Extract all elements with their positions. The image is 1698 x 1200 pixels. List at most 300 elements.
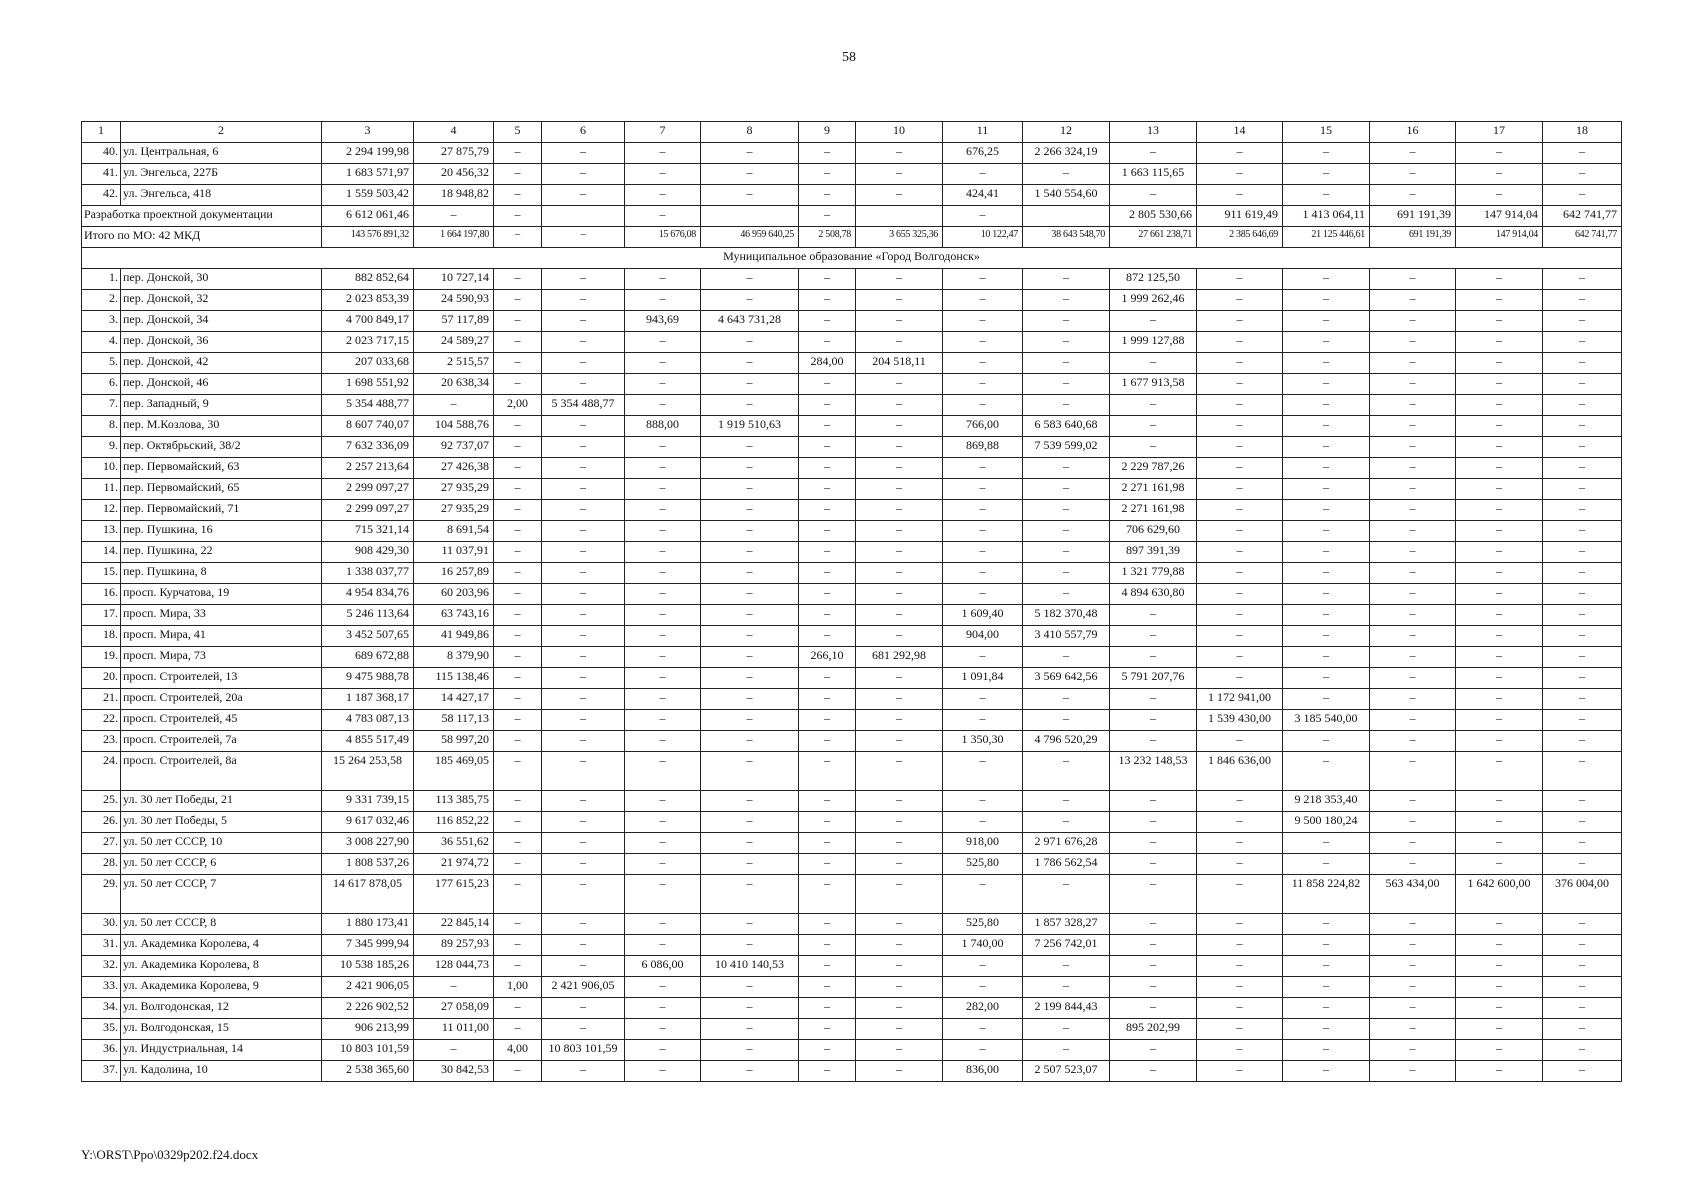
value-cell: – [856, 791, 943, 812]
row-number-cell: 32. [82, 956, 121, 977]
value-cell: – [701, 710, 799, 731]
value-cell: – [542, 290, 625, 311]
address-cell: пер. Первомайский, 71 [121, 500, 322, 521]
value-cell: – [1370, 1040, 1456, 1061]
value-cell: – [1543, 647, 1622, 668]
value-cell: – [1543, 626, 1622, 647]
address-cell: просп. Курчатова, 19 [121, 584, 322, 605]
value-cell: – [1543, 563, 1622, 584]
value-cell: – [1456, 689, 1543, 710]
value-cell: – [799, 605, 856, 626]
value-cell: – [1023, 500, 1110, 521]
value-cell: – [1110, 311, 1197, 332]
row-number-cell: 22. [82, 710, 121, 731]
row-number-cell: 12. [82, 500, 121, 521]
value-cell: – [542, 731, 625, 752]
value-cell: – [1283, 752, 1370, 791]
value-cell: 128 044,73 [414, 956, 494, 977]
summary-cell: 3 655 325,36 [856, 227, 943, 248]
value-cell: – [1370, 791, 1456, 812]
value-cell: – [799, 332, 856, 353]
value-cell: 60 203,96 [414, 584, 494, 605]
value-cell: – [1023, 875, 1110, 914]
row-number-cell: 13. [82, 521, 121, 542]
value-cell: – [799, 1040, 856, 1061]
value-cell: 4 894 630,80 [1110, 584, 1197, 605]
value-cell: – [856, 977, 943, 998]
value-cell: 525,80 [943, 914, 1023, 935]
address-cell: пер. Пушкина, 16 [121, 521, 322, 542]
address-cell: ул. Волгодонская, 15 [121, 1019, 322, 1040]
value-cell: 8 607 740,07 [322, 416, 414, 437]
value-cell: – [943, 812, 1023, 833]
value-cell: 1 677 913,58 [1110, 374, 1197, 395]
value-cell: – [1197, 605, 1283, 626]
value-cell: – [856, 269, 943, 290]
value-cell: – [542, 956, 625, 977]
value-cell: 7 345 999,94 [322, 935, 414, 956]
value-cell: – [1370, 521, 1456, 542]
value-cell: – [856, 416, 943, 437]
value-cell: – [856, 1061, 943, 1082]
value-cell: – [494, 689, 542, 710]
value-cell: 1 187 368,17 [322, 689, 414, 710]
value-cell: 1 786 562,54 [1023, 854, 1110, 875]
value-cell: – [1110, 710, 1197, 731]
value-cell: – [1197, 1061, 1283, 1082]
value-cell: – [701, 668, 799, 689]
value-cell: 2 299 097,27 [322, 500, 414, 521]
value-cell: – [625, 689, 701, 710]
value-cell: – [1197, 998, 1283, 1019]
value-cell: – [1110, 833, 1197, 854]
summary-row [82, 206, 1622, 227]
value-cell: – [1110, 689, 1197, 710]
value-cell: – [799, 875, 856, 914]
value-cell: 6 086,00 [625, 956, 701, 977]
address-cell: ул. 50 лет СССР, 6 [121, 854, 322, 875]
value-cell: – [856, 1040, 943, 1061]
value-cell: – [1283, 500, 1370, 521]
value-cell: – [799, 500, 856, 521]
value-cell: – [542, 584, 625, 605]
value-cell: 204 518,11 [856, 353, 943, 374]
value-cell: – [1283, 956, 1370, 977]
value-cell: – [1283, 437, 1370, 458]
value-cell: – [1110, 605, 1197, 626]
address-cell: пер. Донской, 32 [121, 290, 322, 311]
value-cell: – [542, 1019, 625, 1040]
value-cell: – [1110, 416, 1197, 437]
value-cell: – [1283, 605, 1370, 626]
value-cell: – [1370, 731, 1456, 752]
value-cell: – [1370, 668, 1456, 689]
value-cell: – [1023, 791, 1110, 812]
row-number-cell: 1. [82, 269, 121, 290]
address-cell: пер. Первомайский, 65 [121, 479, 322, 500]
address-cell: пер. Донской, 36 [121, 332, 322, 353]
value-cell: – [1110, 998, 1197, 1019]
value-cell: – [1283, 164, 1370, 185]
value-cell: – [1197, 332, 1283, 353]
row-number-cell: 23. [82, 731, 121, 752]
value-cell: – [494, 935, 542, 956]
value-cell: – [943, 332, 1023, 353]
value-cell: 2 971 676,28 [1023, 833, 1110, 854]
value-cell: – [701, 542, 799, 563]
value-cell: – [1283, 935, 1370, 956]
address-cell: ул. 50 лет СССР, 8 [121, 914, 322, 935]
value-cell: – [494, 1019, 542, 1040]
table-row [82, 500, 1622, 521]
value-cell: – [542, 332, 625, 353]
address-cell: ул. Академика Королева, 4 [121, 935, 322, 956]
address-cell: ул. Энгельса, 418 [121, 185, 322, 206]
row-number-cell: 31. [82, 935, 121, 956]
value-cell: – [1456, 791, 1543, 812]
value-cell: – [1023, 563, 1110, 584]
value-cell: – [1370, 542, 1456, 563]
value-cell: – [1370, 458, 1456, 479]
value-cell: – [701, 353, 799, 374]
value-cell: – [1543, 269, 1622, 290]
value-cell: – [1543, 500, 1622, 521]
value-cell: 7 256 742,01 [1023, 935, 1110, 956]
value-cell: – [1023, 1019, 1110, 1040]
value-cell: – [494, 626, 542, 647]
value-cell: – [1543, 914, 1622, 935]
budget-table [81, 121, 1622, 1082]
value-cell: – [1023, 164, 1110, 185]
value-cell: 9 218 353,40 [1283, 791, 1370, 812]
value-cell: – [625, 185, 701, 206]
value-cell: – [799, 269, 856, 290]
value-cell: – [1197, 395, 1283, 416]
row-number-cell: 6. [82, 374, 121, 395]
value-cell: – [856, 563, 943, 584]
summary-cell: – [414, 206, 494, 227]
table-row [82, 269, 1622, 290]
table-row [82, 164, 1622, 185]
value-cell: – [1197, 269, 1283, 290]
address-cell: ул. Кадолина, 10 [121, 1061, 322, 1082]
value-cell: 1,00 [494, 977, 542, 998]
value-cell: – [1543, 395, 1622, 416]
value-cell: – [943, 791, 1023, 812]
value-cell: – [1456, 812, 1543, 833]
value-cell: – [799, 977, 856, 998]
value-cell: – [799, 143, 856, 164]
value-cell: – [1197, 914, 1283, 935]
value-cell: – [542, 269, 625, 290]
summary-cell: – [625, 206, 701, 227]
value-cell: – [625, 542, 701, 563]
value-cell: – [414, 977, 494, 998]
section-heading-row [82, 248, 1622, 269]
value-cell: – [494, 875, 542, 914]
value-cell: – [799, 854, 856, 875]
value-cell: – [1023, 977, 1110, 998]
value-cell: – [1283, 647, 1370, 668]
value-cell: 715 321,14 [322, 521, 414, 542]
value-cell: – [542, 998, 625, 1019]
table-row [82, 1019, 1622, 1040]
value-cell: – [1543, 668, 1622, 689]
value-cell: – [1543, 353, 1622, 374]
value-cell: – [1023, 374, 1110, 395]
table-body [82, 143, 1622, 1082]
summary-cell: 38 643 548,70 [1023, 227, 1110, 248]
value-cell: – [1110, 791, 1197, 812]
value-cell: 11 011,00 [414, 1019, 494, 1040]
value-cell: – [1197, 374, 1283, 395]
value-cell: 57 117,89 [414, 311, 494, 332]
value-cell: 882 852,64 [322, 269, 414, 290]
address-cell: пер. Пушкина, 8 [121, 563, 322, 584]
value-cell: – [1543, 332, 1622, 353]
value-cell: – [1370, 437, 1456, 458]
value-cell: – [943, 479, 1023, 500]
value-cell: – [625, 563, 701, 584]
value-cell: – [856, 521, 943, 542]
address-cell: ул. 30 лет Победы, 21 [121, 791, 322, 812]
value-cell: 27 935,29 [414, 479, 494, 500]
value-cell: 836,00 [943, 1061, 1023, 1082]
value-cell: – [799, 1019, 856, 1040]
summary-cell: 15 676,08 [625, 227, 701, 248]
document-path-footer: Y:\ORST\Ppo\0329p202.f24.docx [81, 1147, 259, 1162]
value-cell: – [1197, 956, 1283, 977]
summary-cell: 2 385 646,69 [1197, 227, 1283, 248]
summary-cell: 691 191,39 [1370, 227, 1456, 248]
value-cell: – [799, 311, 856, 332]
value-cell: – [799, 626, 856, 647]
value-cell: – [1197, 542, 1283, 563]
row-number-cell: 9. [82, 437, 121, 458]
value-cell: 4 954 834,76 [322, 584, 414, 605]
value-cell: 36 551,62 [414, 833, 494, 854]
address-cell: ул. 50 лет СССР, 7 [121, 875, 322, 914]
table-row [82, 290, 1622, 311]
value-cell: 14 617 878,05 [322, 875, 414, 914]
address-cell: просп. Строителей, 7а [121, 731, 322, 752]
address-cell: ул. 30 лет Победы, 5 [121, 812, 322, 833]
value-cell: – [1543, 374, 1622, 395]
value-cell: – [1543, 998, 1622, 1019]
value-cell: – [1197, 416, 1283, 437]
table-row [82, 914, 1622, 935]
value-cell: – [799, 374, 856, 395]
value-cell: 185 469,05 [414, 752, 494, 791]
value-cell: – [625, 500, 701, 521]
value-cell: 10 410 140,53 [701, 956, 799, 977]
value-cell: 3 452 507,65 [322, 626, 414, 647]
value-cell: 18 948,82 [414, 185, 494, 206]
value-cell: 1 338 037,77 [322, 563, 414, 584]
value-cell: 3 185 540,00 [1283, 710, 1370, 731]
value-cell: – [1023, 479, 1110, 500]
value-cell: 681 292,98 [856, 647, 943, 668]
value-cell: – [799, 668, 856, 689]
value-cell: 10 803 101,59 [322, 1040, 414, 1061]
row-number-cell: 10. [82, 458, 121, 479]
row-number-cell: 16. [82, 584, 121, 605]
address-cell: просп. Строителей, 45 [121, 710, 322, 731]
value-cell: – [1456, 395, 1543, 416]
value-cell: – [1283, 332, 1370, 353]
value-cell: 27 875,79 [414, 143, 494, 164]
value-cell: – [542, 752, 625, 791]
value-cell: – [494, 437, 542, 458]
row-number-cell: 3. [82, 311, 121, 332]
value-cell: – [1370, 500, 1456, 521]
summary-cell: 46 959 640,25 [701, 227, 799, 248]
value-cell: – [1283, 542, 1370, 563]
value-cell: – [494, 290, 542, 311]
value-cell: 11 037,91 [414, 542, 494, 563]
value-cell: – [1543, 1061, 1622, 1082]
row-number-cell: 21. [82, 689, 121, 710]
value-cell: – [625, 1019, 701, 1040]
address-cell: ул. Энгельса, 227Б [121, 164, 322, 185]
value-cell: – [701, 521, 799, 542]
value-cell: – [701, 854, 799, 875]
value-cell: 22 845,14 [414, 914, 494, 935]
value-cell: – [542, 1061, 625, 1082]
value-cell: 1 999 127,88 [1110, 332, 1197, 353]
value-cell: 21 974,72 [414, 854, 494, 875]
value-cell: – [494, 605, 542, 626]
value-cell: – [1283, 143, 1370, 164]
table-row [82, 374, 1622, 395]
value-cell: – [494, 269, 542, 290]
row-number-cell: 42. [82, 185, 121, 206]
value-cell: – [1543, 752, 1622, 791]
address-cell: пер. Донской, 42 [121, 353, 322, 374]
value-cell: 11 858 224,82 [1283, 875, 1370, 914]
column-header: 9 [799, 122, 856, 143]
row-number-cell: 30. [82, 914, 121, 935]
value-cell: – [1283, 269, 1370, 290]
value-cell: 908 429,30 [322, 542, 414, 563]
value-cell: – [1456, 437, 1543, 458]
value-cell: 5 354 488,77 [542, 395, 625, 416]
column-header: 4 [414, 122, 494, 143]
value-cell: 943,69 [625, 311, 701, 332]
value-cell: – [1543, 605, 1622, 626]
value-cell: 177 615,23 [414, 875, 494, 914]
summary-cell: 911 619,49 [1197, 206, 1283, 227]
value-cell: – [542, 647, 625, 668]
value-cell: 3 008 227,90 [322, 833, 414, 854]
value-cell: – [1197, 1019, 1283, 1040]
value-cell: – [1543, 854, 1622, 875]
address-cell: пер. Первомайский, 63 [121, 458, 322, 479]
summary-cell: 147 914,04 [1456, 227, 1543, 248]
value-cell: – [799, 290, 856, 311]
value-cell: – [1110, 956, 1197, 977]
value-cell: – [701, 143, 799, 164]
summary-cell: 1 664 197,80 [414, 227, 494, 248]
value-cell: 2 257 213,64 [322, 458, 414, 479]
value-cell: – [494, 374, 542, 395]
value-cell: – [1023, 542, 1110, 563]
value-cell: 24 590,93 [414, 290, 494, 311]
value-cell: – [1370, 563, 1456, 584]
column-header: 2 [121, 122, 322, 143]
value-cell: – [1283, 521, 1370, 542]
value-cell: – [856, 437, 943, 458]
value-cell: – [1543, 164, 1622, 185]
value-cell: – [1370, 164, 1456, 185]
value-cell: – [856, 311, 943, 332]
value-cell: – [494, 500, 542, 521]
value-cell: 895 202,99 [1110, 1019, 1197, 1040]
value-cell: – [494, 311, 542, 332]
value-cell: 8 691,54 [414, 521, 494, 542]
value-cell: – [1023, 812, 1110, 833]
value-cell: – [1370, 1019, 1456, 1040]
value-cell: – [701, 185, 799, 206]
value-cell: 563 434,00 [1370, 875, 1456, 914]
value-cell: 104 588,76 [414, 416, 494, 437]
value-cell: – [1197, 521, 1283, 542]
value-cell: – [1110, 1040, 1197, 1061]
value-cell: – [856, 710, 943, 731]
value-cell: – [1283, 668, 1370, 689]
value-cell: – [542, 500, 625, 521]
table-row [82, 479, 1622, 500]
value-cell: – [1370, 935, 1456, 956]
value-cell: – [1370, 977, 1456, 998]
value-cell: – [856, 812, 943, 833]
table-row [82, 752, 1622, 791]
value-cell: – [701, 1040, 799, 1061]
value-cell: – [1370, 584, 1456, 605]
value-cell: – [1543, 521, 1622, 542]
value-cell: – [625, 854, 701, 875]
value-cell: 10 803 101,59 [542, 1040, 625, 1061]
summary-cell: 10 122,47 [943, 227, 1023, 248]
summary-cell: 27 661 238,71 [1110, 227, 1197, 248]
value-cell: – [625, 647, 701, 668]
value-cell: – [1456, 416, 1543, 437]
value-cell: 5 246 113,64 [322, 605, 414, 626]
value-cell: – [1456, 605, 1543, 626]
value-cell: – [542, 311, 625, 332]
value-cell: – [856, 479, 943, 500]
value-cell: 906 213,99 [322, 1019, 414, 1040]
value-cell: – [1283, 731, 1370, 752]
row-number-cell: 36. [82, 1040, 121, 1061]
value-cell: – [1110, 353, 1197, 374]
value-cell: – [943, 353, 1023, 374]
value-cell: 207 033,68 [322, 353, 414, 374]
value-cell: – [799, 437, 856, 458]
value-cell: – [1370, 626, 1456, 647]
value-cell: – [494, 833, 542, 854]
value-cell: – [701, 458, 799, 479]
value-cell: – [1283, 914, 1370, 935]
value-cell: 2 538 365,60 [322, 1061, 414, 1082]
value-cell: – [1456, 185, 1543, 206]
value-cell: 2 294 199,98 [322, 143, 414, 164]
value-cell: 9 500 180,24 [1283, 812, 1370, 833]
value-cell: – [701, 647, 799, 668]
value-cell: – [1370, 143, 1456, 164]
value-cell: – [1197, 164, 1283, 185]
value-cell: – [1197, 479, 1283, 500]
